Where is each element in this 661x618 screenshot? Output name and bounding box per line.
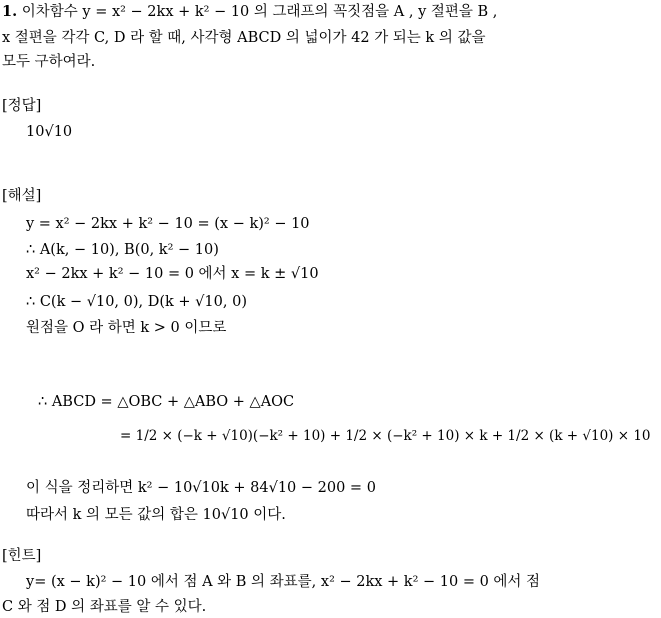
solution-line-7: 따라서 k 의 모든 값의 합은 10√10 이다.	[26, 507, 286, 523]
hint-line-2: C 와 점 D 의 좌표를 알 수 있다.	[2, 599, 207, 615]
problem-text-1: 이차함수 y = x² − 2kx + k² − 10 의 그래프의 꼭짓점을 A , y 절편을 B ,	[21, 4, 498, 20]
solution-line-2: ∴ A(k, − 10), B(0, k² − 10)	[26, 242, 219, 258]
answer-label: [정답]	[2, 98, 42, 114]
problem-number: 1.	[2, 3, 18, 20]
hint-label: [힌트]	[2, 548, 42, 564]
solution-line-3: x² − 2kx + k² − 10 = 0 에서 x = k ± √10	[26, 266, 319, 282]
solution-line-4: ∴ C(k − √10, 0), D(k + √10, 0)	[26, 294, 247, 310]
problem-line-3: 모두 구하여라.	[2, 54, 96, 70]
solution-equation-2: = 1/2 × (−k + √10)(−k² + 10) + 1/2 × (−k² + 10) × k + 1/2 × (k + √10) × 10	[120, 428, 651, 444]
solution-label: [해설]	[2, 188, 42, 204]
answer-value: 10√10	[26, 124, 73, 140]
solution-line-1: y = x² − 2kx + k² − 10 = (x − k)² − 10	[26, 216, 310, 232]
solution-equation-1: ∴ ABCD = △OBC + △ABO + △AOC	[38, 394, 295, 410]
solution-line-5: 원점을 O 라 하면 k > 0 이므로	[26, 320, 227, 336]
hint-line-1: y= (x − k)² − 10 에서 점 A 와 B 의 좌표를, x² − 2kx + k² − 10 = 0 에서 점	[26, 574, 541, 590]
solution-line-6: 이 식을 정리하면 k² − 10√10k + 84√10 − 200 = 0	[26, 480, 376, 496]
problem-line-2: x 절편을 각각 C, D 라 할 때, 사각형 ABCD 의 넓이가 42 가 되는 k 의 값을	[2, 30, 486, 46]
problem-line-1	[2, 2, 497, 22]
